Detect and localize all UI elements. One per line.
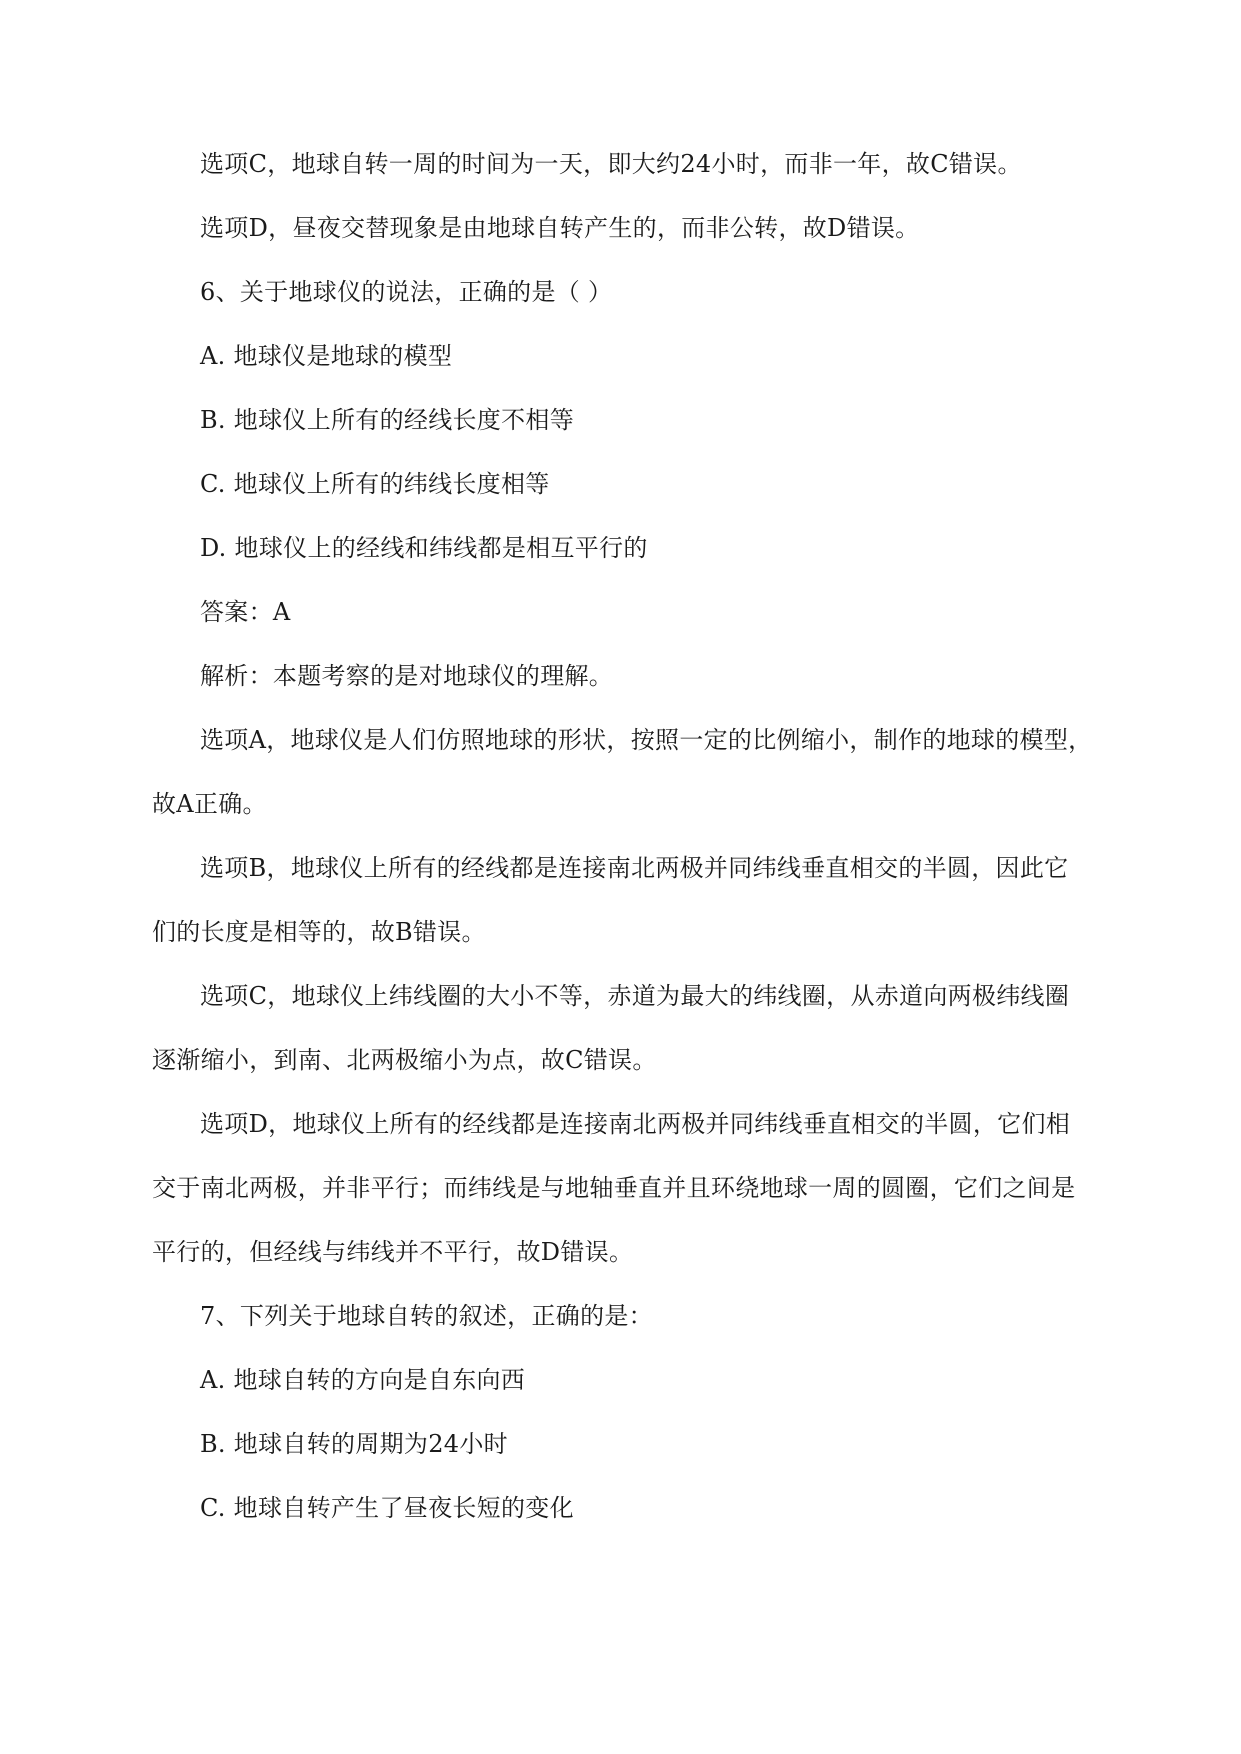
text-line: 选项C，地球仪上纬线圈的大小不等，赤道为最大的纬线圈，从赤道向两极纬线圈 (200, 982, 1070, 1010)
question-7-stem: 7、下列关于地球自转的叙述，正确的是： (200, 1302, 653, 1330)
text-line: 选项D，昼夜交替现象是由地球自转产生的，而非公转，故D错误。 (200, 214, 920, 242)
text-line: 选项C，地球自转一周的时间为一天，即大约24小时，而非一年，故C错误。 (200, 150, 1022, 178)
text-line: 选项B，地球仪上所有的经线都是连接南北两极并同纬线垂直相交的半圆，因此它 (200, 854, 1069, 882)
option-a: A. 地球自转的方向是自东向西 (200, 1366, 526, 1394)
option-a: A. 地球仪是地球的模型 (200, 342, 453, 370)
option-c: C. 地球仪上所有的纬线长度相等 (200, 470, 550, 498)
text-line: 逐渐缩小，到南、北两极缩小为点，故C错误。 (152, 1046, 657, 1074)
text-line: 平行的，但经线与纬线并不平行，故D错误。 (152, 1238, 634, 1266)
option-b: B. 地球自转的周期为24小时 (200, 1430, 508, 1458)
question-6-stem: 6、关于地球仪的说法，正确的是（ ） (200, 278, 613, 306)
option-b: B. 地球仪上所有的经线长度不相等 (200, 406, 574, 434)
text-line: 选项A，地球仪是人们仿照地球的形状，按照一定的比例缩小，制作的地球的模型， (200, 726, 1093, 754)
option-d: D. 地球仪上的经线和纬线都是相互平行的 (200, 534, 648, 562)
text-line: 们的长度是相等的，故B错误。 (152, 918, 486, 946)
answer-line: 答案：A (200, 598, 291, 626)
analysis-line: 解析：本题考察的是对地球仪的理解。 (200, 662, 614, 690)
text-line: 选项D，地球仪上所有的经线都是连接南北两极并同纬线垂直相交的半圆，它们相 (200, 1110, 1071, 1138)
option-c: C. 地球自转产生了昼夜长短的变化 (200, 1494, 574, 1522)
text-line: 故A正确。 (152, 790, 267, 818)
text-line: 交于南北两极，并非平行；而纬线是与地轴垂直并且环绕地球一周的圆圈，它们之间是 (152, 1174, 1076, 1202)
